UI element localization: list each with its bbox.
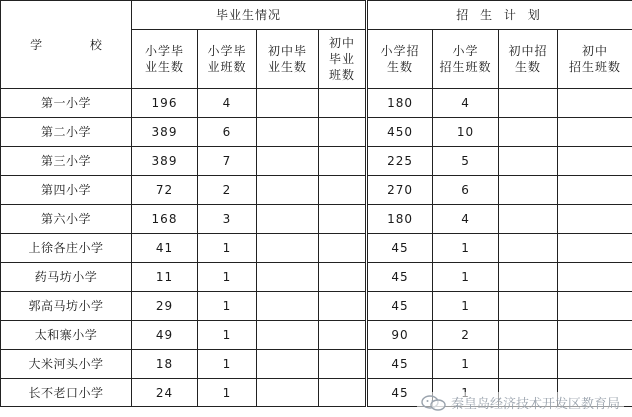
jh-enroll-classes-cell <box>558 147 632 176</box>
enroll-classes-cell: 5 <box>433 147 499 176</box>
enroll-students-cell: 45 <box>367 379 433 407</box>
enroll-classes-cell: 4 <box>433 89 499 118</box>
header-school <box>1 1 132 89</box>
jh-grad-students-cell <box>257 321 319 350</box>
enroll-students-cell: 225 <box>367 147 433 176</box>
jh-grad-classes-cell <box>319 263 367 292</box>
jh-grad-students-cell <box>257 263 319 292</box>
header-school-label: 学 校 <box>30 37 124 52</box>
enroll-classes-cell: 1 <box>433 350 499 379</box>
jh-grad-classes-cell <box>319 205 367 234</box>
enroll-classes-cell: 1 <box>433 234 499 263</box>
grad-classes-cell: 1 <box>198 292 257 321</box>
jh-enroll-classes-cell <box>558 89 632 118</box>
jh-grad-classes-cell <box>319 292 367 321</box>
grad-classes-cell: 4 <box>198 89 257 118</box>
header-group-graduates <box>132 1 367 30</box>
header-jh-grad-classes-line: 班数 <box>329 68 356 82</box>
enroll-students-cell: 90 <box>367 321 433 350</box>
grad-students-cell: 18 <box>132 350 198 379</box>
jh-grad-classes-cell <box>319 118 367 147</box>
school-name-cell: 郭高马坊小学 <box>1 292 132 321</box>
enroll-classes-cell: 10 <box>433 118 499 147</box>
grad-students-cell: 11 <box>132 263 198 292</box>
school-name-cell: 第六小学 <box>1 205 132 234</box>
table-row <box>1 147 632 176</box>
grad-classes-cell: 1 <box>198 321 257 350</box>
table-row <box>1 234 632 263</box>
header-grad-classes-line: 业班数 <box>207 60 247 74</box>
table-row <box>1 263 632 292</box>
watermark-text: 秦皇岛经济技术开发区教育局 <box>450 397 620 412</box>
header-enroll-students <box>367 30 433 89</box>
jh-grad-students-cell <box>257 234 319 263</box>
school-name-cell: 第四小学 <box>1 176 132 205</box>
header-jh-grad-classes <box>319 30 367 89</box>
grad-students-cell: 168 <box>132 205 198 234</box>
header-jh-grad-classes-line: 初中 <box>329 36 356 50</box>
grad-students-cell: 24 <box>132 379 198 407</box>
enroll-classes-cell: 1 <box>433 263 499 292</box>
grad-classes-cell: 7 <box>198 147 257 176</box>
jh-enroll-students-cell <box>499 118 558 147</box>
jh-grad-students-cell <box>257 89 319 118</box>
jh-enroll-students-cell <box>499 205 558 234</box>
enroll-classes-cell: 1 <box>433 292 499 321</box>
header-jh-grad-classes-line: 毕业 <box>329 52 356 66</box>
grad-classes-cell: 1 <box>198 263 257 292</box>
grad-classes-cell: 1 <box>198 379 257 407</box>
jh-grad-classes-cell <box>319 379 367 407</box>
jh-grad-students-cell <box>257 379 319 407</box>
header-grad-students-line: 业生数 <box>144 60 184 74</box>
wechat-logo-icon <box>421 395 447 411</box>
jh-grad-classes-cell <box>319 321 367 350</box>
jh-enroll-classes-cell <box>558 118 632 147</box>
header-enroll-students-line: 小学招 <box>380 44 420 58</box>
header-jh-enroll-classes-line: 初中 <box>582 44 609 58</box>
jh-grad-classes-cell <box>319 147 367 176</box>
enroll-classes-cell: 4 <box>433 205 499 234</box>
table-row <box>1 205 632 234</box>
grad-students-cell: 49 <box>132 321 198 350</box>
school-name-cell: 大米河头小学 <box>1 350 132 379</box>
jh-enroll-classes-cell <box>558 350 632 379</box>
grad-students-cell: 196 <box>132 89 198 118</box>
jh-enroll-classes-cell <box>558 321 632 350</box>
grad-classes-cell: 6 <box>198 118 257 147</box>
grad-classes-cell: 1 <box>198 234 257 263</box>
school-name-cell: 第一小学 <box>1 89 132 118</box>
jh-enroll-classes-cell <box>558 176 632 205</box>
enroll-students-cell: 45 <box>367 234 433 263</box>
header-jh-enroll-classes <box>558 30 632 89</box>
header-group-enrollment-plan <box>367 1 632 30</box>
jh-enroll-classes-cell <box>558 234 632 263</box>
table-row <box>1 176 632 205</box>
school-name-cell: 太和寨小学 <box>1 321 132 350</box>
grad-students-cell: 389 <box>132 118 198 147</box>
enroll-students-cell: 180 <box>367 205 433 234</box>
header-enroll-classes-line: 小学 <box>452 44 479 58</box>
jh-enroll-students-cell <box>499 263 558 292</box>
header-grad-classes-line: 小学毕 <box>207 44 247 58</box>
table-row <box>1 321 632 350</box>
watermark <box>417 392 624 413</box>
enroll-students-cell: 45 <box>367 350 433 379</box>
header-jh-grad-students-line: 业生数 <box>267 60 307 74</box>
jh-enroll-students-cell <box>499 89 558 118</box>
jh-enroll-students-cell <box>499 321 558 350</box>
enroll-classes-cell: 6 <box>433 176 499 205</box>
jh-grad-students-cell <box>257 205 319 234</box>
jh-enroll-classes-cell <box>558 263 632 292</box>
jh-grad-students-cell <box>257 147 319 176</box>
header-grad-classes <box>198 30 257 89</box>
header-enroll-classes <box>433 30 499 89</box>
jh-grad-students-cell <box>257 118 319 147</box>
jh-grad-classes-cell <box>319 176 367 205</box>
header-jh-grad-students <box>257 30 319 89</box>
jh-enroll-students-cell <box>499 176 558 205</box>
enroll-students-cell: 270 <box>367 176 433 205</box>
grad-classes-cell: 3 <box>198 205 257 234</box>
jh-enroll-students-cell <box>499 350 558 379</box>
grad-classes-cell: 1 <box>198 350 257 379</box>
table-row <box>1 118 632 147</box>
header-jh-grad-students-line: 初中毕 <box>267 44 307 58</box>
grad-classes-cell: 2 <box>198 176 257 205</box>
header-grad-students <box>132 30 198 89</box>
header-enroll-students-line: 生数 <box>387 60 414 74</box>
jh-grad-classes-cell <box>319 350 367 379</box>
grad-students-cell: 389 <box>132 147 198 176</box>
enroll-students-cell: 180 <box>367 89 433 118</box>
school-name-cell: 上徐各庄小学 <box>1 234 132 263</box>
grad-students-cell: 29 <box>132 292 198 321</box>
jh-grad-students-cell <box>257 350 319 379</box>
grad-students-cell: 41 <box>132 234 198 263</box>
jh-grad-students-cell <box>257 176 319 205</box>
school-name-cell: 第三小学 <box>1 147 132 176</box>
enroll-students-cell: 45 <box>367 263 433 292</box>
header-enroll-classes-line: 招生班数 <box>439 60 492 74</box>
school-name-cell: 第二小学 <box>1 118 132 147</box>
header-group-graduates-label: 毕业生情况 <box>216 8 282 22</box>
jh-grad-classes-cell <box>319 89 367 118</box>
enroll-students-cell: 450 <box>367 118 433 147</box>
header-jh-enroll-students <box>499 30 558 89</box>
school-name-cell: 药马坊小学 <box>1 263 132 292</box>
jh-enroll-classes-cell <box>558 205 632 234</box>
jh-enroll-classes-cell <box>558 292 632 321</box>
table-row <box>1 350 632 379</box>
header-grad-students-line: 小学毕 <box>144 44 184 58</box>
jh-enroll-students-cell <box>499 292 558 321</box>
jh-enroll-students-cell <box>499 234 558 263</box>
header-jh-enroll-students-line: 初中招 <box>508 44 548 58</box>
school-name-cell: 长不老口小学 <box>1 379 132 407</box>
enroll-students-cell: 45 <box>367 292 433 321</box>
table-row <box>1 292 632 321</box>
table-row <box>1 89 632 118</box>
header-jh-enroll-students-line: 生数 <box>515 60 542 74</box>
grad-students-cell: 72 <box>132 176 198 205</box>
header-group-enrollment-label: 招 生 计 划 <box>456 8 544 22</box>
jh-grad-classes-cell <box>319 234 367 263</box>
enroll-classes-cell: 2 <box>433 321 499 350</box>
jh-grad-students-cell <box>257 292 319 321</box>
jh-enroll-students-cell <box>499 147 558 176</box>
header-jh-enroll-classes-line: 招生班数 <box>569 60 622 74</box>
